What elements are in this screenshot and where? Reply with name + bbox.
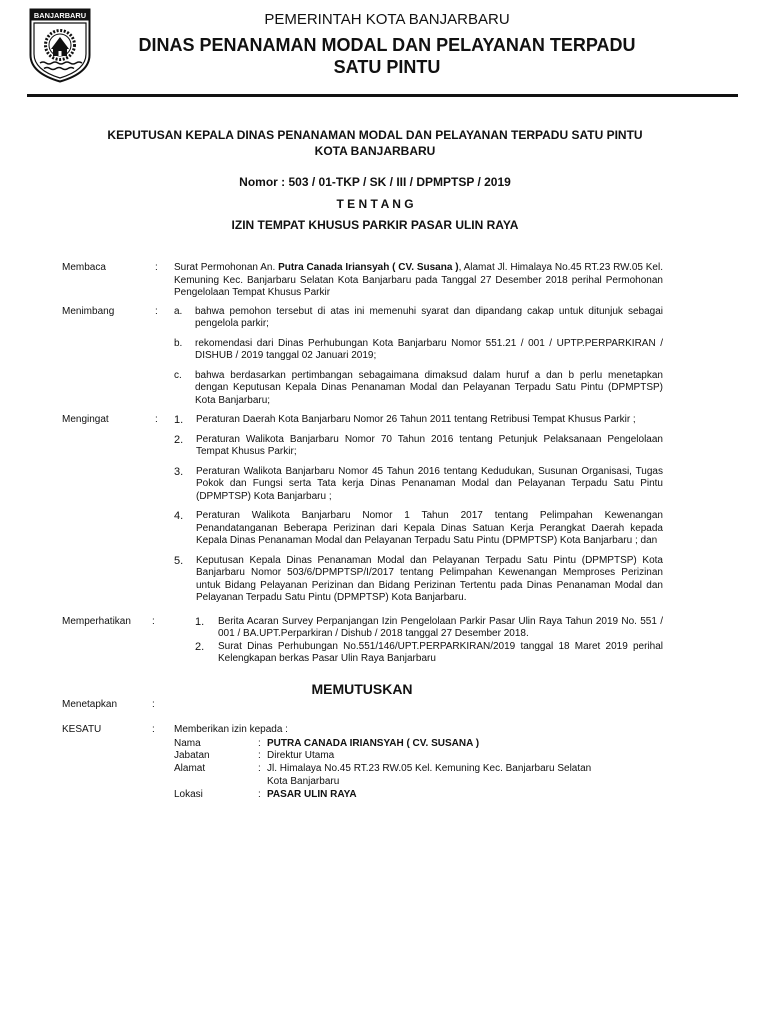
item-text: Berita Acaran Survey Perpanjangan Izin Pengelolaan Parkir Pasar Ulin Raya Tahun 2019 No. 551 / 001 / BA.UPT.Perparkiran / Dishub / 2018 tanggal 27 Desember 2018. <box>218 615 663 639</box>
field-label: Alamat <box>174 763 206 775</box>
field-colon: : <box>258 750 261 762</box>
section-menetapkan <box>62 698 663 712</box>
list-item <box>174 466 663 504</box>
permit-holder-details <box>174 738 663 802</box>
item-text: Keputusan Kepala Dinas Penanaman Modal dan Pelayanan Terpadu Satu Pintu (DPMPTSP) Kota Banjarbaru Nomor 503/6/DPMPTSP/I/2017 tentang Pelimpahan Kewenangan Memproses Perizinan untuk Bidang Pelayanan Perizinan dan Bidang Perizinan Tertentu pada Dinas Penanaman Modal dan Pelayanan Terpadu Satu Pintu (DPMPTSP) Kota Banjarbaru. <box>196 554 663 603</box>
mengingat-label: Mengingat <box>62 414 109 425</box>
menimbang-colon: : <box>155 305 158 317</box>
item-text: Surat Dinas Perhubungan No.551/146/UPT.PERPARKIRAN/2019 tanggal 18 Maret 2019 perihal Kelengkapan berkas Pasar Ulin Raya Banjarbaru <box>218 640 663 664</box>
field-lokasi <box>174 789 663 802</box>
mengingat-colon: : <box>155 414 158 425</box>
field-colon: : <box>258 763 261 775</box>
item-number: 3. <box>174 465 184 478</box>
decree-title-block <box>28 128 722 233</box>
section-kesatu <box>62 723 663 802</box>
agency-name: DINAS PENANAMAN MODAL DAN PELAYANAN TERPADU <box>138 35 636 55</box>
memutuskan-heading: MEMUTUSKAN <box>311 680 413 697</box>
item-text: Peraturan Walikota Banjarbaru Nomor 45 Tahun 2016 tentang Kedudukan, Susunan Organisasi, Tugas Pokok dan Fungsi serta Tata kerja Dinas Penanaman Modal dan Pelayanan Terpadu Satu Pintu (DPMPTSP) Kota Banjarbaru ; <box>196 465 663 502</box>
list-item <box>174 616 663 641</box>
item-text: Peraturan Walikota Banjarbaru Nomor 70 Tahun 2016 tentang Petunjuk Pelaksanaan Pengelolaan Tempat Khusus Parkir; <box>196 433 663 457</box>
logo-banner-text: BANJARBARU <box>33 11 87 20</box>
letterhead <box>100 11 674 78</box>
memperhatikan-label: Memperhatikan <box>62 615 131 627</box>
list-item <box>174 641 663 666</box>
item-text: Peraturan Daerah Kota Banjarbaru Nomor 26 Tahun 2011 tentang Retribusi Tempat Khusus Parkir ; <box>196 414 636 425</box>
item-marker: c. <box>174 369 182 381</box>
item-text: bahwa berdasarkan pertimbangan sebagaimana dimaksud dalam huruf a dan b perlu menetapkan dengan Keputusan Kepala Dinas Penanaman Modal dan Pelayanan Terpadu Satu Pintu (DPMPTSP) Kota Banjarbaru; <box>195 369 663 406</box>
field-nama <box>174 738 663 751</box>
membaca-text-before: Surat Permohonan An. <box>174 262 279 273</box>
menetapkan-label: Menetapkan <box>62 698 118 710</box>
applicant-name: Putra Canada Iriansyah ( CV. Susana ) <box>278 262 459 273</box>
section-memperhatikan <box>62 615 663 666</box>
field-value: PASAR ULIN RAYA <box>267 788 357 800</box>
decree-body <box>0 262 768 801</box>
item-text: Peraturan Walikota Banjarbaru Nomor 1 Tahun 2017 tentang Pelimpahan Kewenangan Penandatanganan Beberapa Perizinan dari Kepala Dinas Satuan Kerja Perangkat Daerah kepada Kepala Dinas Penanaman Modal dan Pelayanan Terpadu Satu Pintu (DPMPTSP) Kota Banjarbaru ; dan <box>196 510 663 546</box>
header-divider <box>27 94 738 97</box>
field-alamat <box>174 763 663 789</box>
item-text: bahwa pemohon tersebut di atas ini memenuhi syarat dan dipandang cakap untuk ditunjuk sebagai pengelola parkir; <box>195 305 663 329</box>
item-number: 4. <box>174 510 184 522</box>
list-item <box>174 306 663 331</box>
item-text: rekomendasi dari Dinas Perhubungan Kota Banjarbaru Nomor 551.21 / 001 / UPTP.PERPARKIRAN / DISHUB / 2019 tanggal 02 Januari 2019; <box>195 337 663 361</box>
field-value: PUTRA CANADA IRIANSYAH ( CV. SUSANA ) <box>267 737 480 749</box>
field-label: Lokasi <box>174 788 203 800</box>
item-number: 2. <box>174 433 184 446</box>
kesatu-label: KESATU <box>62 723 102 735</box>
membaca-label: Membaca <box>62 262 106 273</box>
memperhatikan-colon: : <box>152 615 155 627</box>
list-item <box>174 434 663 459</box>
agency-name-cont: SATU PINTU <box>333 57 441 77</box>
memperhatikan-list <box>174 616 663 666</box>
decree-title-city: KOTA BANJARBARU <box>314 144 436 158</box>
list-item <box>174 414 663 427</box>
section-menimbang <box>62 305 663 408</box>
section-mengingat <box>62 414 663 605</box>
item-number: 1. <box>174 414 184 426</box>
field-value: Direktur Utama <box>267 750 335 762</box>
decree-title: KEPUTUSAN KEPALA DINAS PENANAMAN MODAL DAN PELAYANAN TERPADU SATU PINTU <box>107 128 643 142</box>
field-colon: : <box>258 788 261 800</box>
membaca-text-after: , Alamat Jl. Himalaya No.45 RT.23 RW.05 Kel. Kemuning Kec. Banjarbaru Selatan Kota Banjarbaru pada Tanggal 27 Desember 2018 perihal Permohonan Pengelolaan Tempat Khusus Parkir <box>174 262 663 298</box>
field-value: Jl. Himalaya No.45 RT.23 RW.05 Kel. Kemuning Kec. Banjarbaru Selatan Kota Banjarbaru <box>267 763 592 787</box>
field-label: Nama <box>174 737 201 749</box>
item-number: 2. <box>195 640 205 653</box>
item-marker: b. <box>174 337 183 349</box>
item-marker: a. <box>174 305 183 317</box>
kesatu-intro: Memberikan izin kepada : <box>174 723 288 735</box>
field-colon: : <box>258 737 261 749</box>
decree-subject: IZIN TEMPAT KHUSUS PARKIR PASAR ULIN RAYA <box>231 218 519 232</box>
decree-number: Nomor : 503 / 01-TKP / SK / III / DPMPTSP / 2019 <box>239 175 511 189</box>
item-number: 1. <box>195 615 205 628</box>
government-name: PEMERINTAH KOTA BANJARBARU <box>264 11 510 28</box>
kesatu-colon: : <box>152 723 155 735</box>
city-crest-logo <box>29 8 91 83</box>
item-number: 5. <box>174 554 184 567</box>
menetapkan-colon: : <box>152 698 155 710</box>
list-item <box>174 510 663 548</box>
menimbang-label: Menimbang <box>62 305 115 317</box>
section-membaca <box>62 262 663 300</box>
list-item <box>174 370 663 408</box>
tentang-heading: T E N T A N G <box>336 197 414 211</box>
list-item <box>174 338 663 363</box>
field-jabatan <box>174 750 663 763</box>
membaca-text <box>174 262 663 300</box>
membaca-colon: : <box>155 262 158 273</box>
list-item <box>174 555 663 605</box>
field-label: Jabatan <box>174 750 210 762</box>
